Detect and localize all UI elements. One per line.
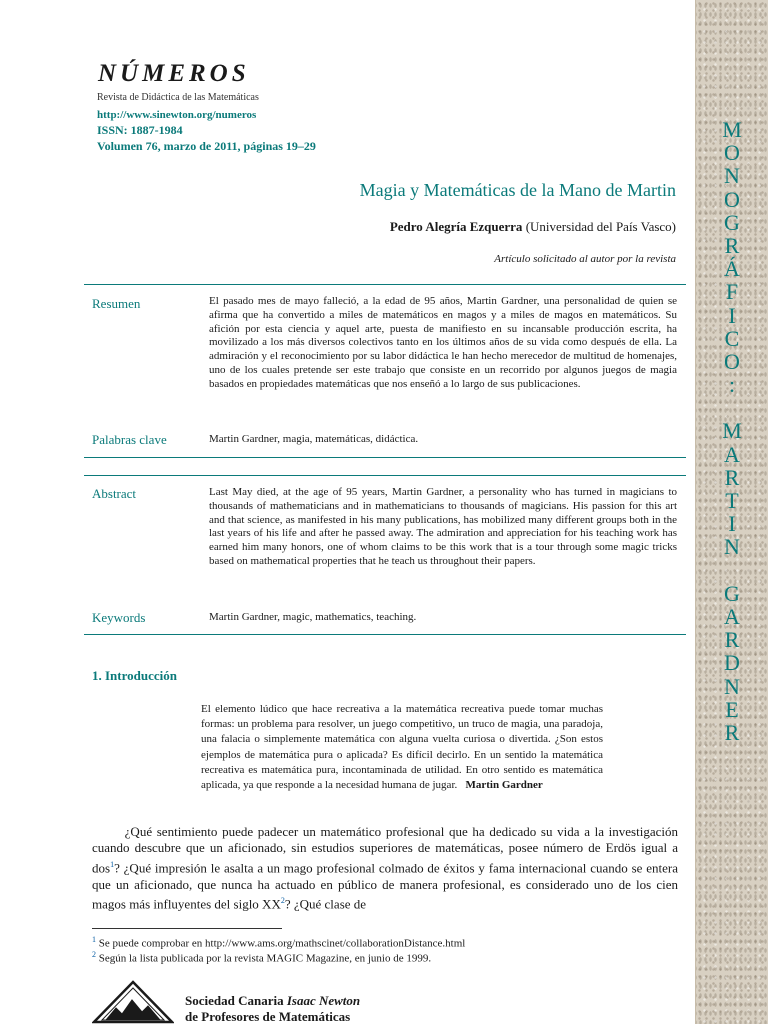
footnote-ref[interactable]: 2 [280, 895, 285, 905]
society-subtitle: de Profesores de Matemáticas [185, 1009, 351, 1024]
footnote-text: Se puede comprobar en http://www.ams.org/mathscinet/collaborationDistance.html [98, 937, 466, 950]
epigraph-text: El elemento lúdico que hace recreativa a la matemática recreativa puede tomar muchas formas: un problema para resolver, un juego competitivo, un truco de magia, una paradoja, una falacia o simplemente matemática con alguna vuelta curiosa o divertida. ¿Son estos ejemplos de matemática pura o aplicada? Es difícil decirlo. En un sentido la matemática recreativa es matemática pura, incontaminada de utilidad. En otro sentido es matemática aplicada, ya que responde a la necesidad humana de jugar. [201, 703, 603, 792]
divider [84, 457, 686, 458]
divider [84, 284, 686, 285]
side-banner-letter: I [728, 302, 736, 328]
side-banner-letter: N [724, 163, 740, 189]
side-banner-letter: R [724, 627, 740, 653]
side-banner-text [696, 118, 768, 744]
footnote [92, 935, 465, 950]
solicited-note: Artículo solicitado al autor por la revista [494, 253, 676, 265]
body-text: ? ¿Qué impresión le asalta a un mago profesional colmado de éxitos y fama internacional cuando se entera que un aficionado, que nunca ha actuado en público de manera profesional, es considerado uno de los cien magos más influyentes del siglo XX [92, 860, 678, 912]
side-banner-letter: F [725, 279, 739, 305]
side-banner-letter: O [724, 140, 740, 166]
society-name-italic: Isaac Newton [286, 993, 361, 1008]
author-line [390, 219, 676, 235]
footnote-divider [92, 928, 282, 929]
side-banner-letter: I [728, 511, 736, 537]
side-banner-letter: R [724, 464, 740, 490]
footnote-text: Según la lista publicada por la revista MAGIC Magazine, en junio de 1999. [98, 952, 432, 965]
journal-subtitle: Revista de Didáctica de las Matemáticas [97, 92, 259, 103]
keywords-label: Keywords [92, 610, 146, 625]
divider [84, 634, 686, 635]
abstract-label: Abstract [92, 486, 137, 501]
side-banner-letter: N [724, 534, 740, 560]
keywords-text: Martin Gardner, magic, mathematics, teaching. [209, 611, 417, 623]
side-banner-letter: T [725, 488, 739, 513]
side-banner-letter: O [724, 348, 740, 374]
body-text: ¿Qué sentimiento puede padecer un matemático profesional que ha dedicado su vida a la investigación cuando descubre que un aficionado, sin estudios superiores de matemáticas, posee número de Erdös igual a dos [92, 824, 678, 876]
side-banner-letter: Á [724, 256, 740, 282]
side-banner-letter: A [724, 603, 740, 629]
society-name-part: Sociedad Canaria [185, 993, 287, 1008]
side-banner-letter: M [722, 117, 742, 142]
journal-name: NÚMEROS [98, 60, 250, 87]
epigraph-author: Martin Gardner [465, 779, 543, 792]
palabras-text: Martin Gardner, magia, matemáticas, didáctica. [209, 433, 419, 445]
abstract-text: Last May died, at the age of 95 years, Martin Gardner, a personality who has turned in magicians to thousands of mathematicians and in mathematicians to thousands of magicians. His passion for this art and that science, as manifested in his many publications, has mobilized many different groups both in the last years of his life and after he passed away. The admiration and appreciation for his teaching work has earned him many honors, one of whom claims to be this work that is a tour through some magic tricks based on mathematical properties that he teach us throughout their papers. [209, 486, 677, 567]
footnote-number: 1 [92, 935, 96, 944]
footnote [92, 950, 431, 965]
author-affiliation: (Universidad del País Vasco) [525, 219, 676, 234]
resumen-label: Resumen [92, 296, 141, 311]
side-banner-letter: A [724, 441, 740, 467]
palabras-label: Palabras clave [92, 432, 167, 447]
side-banner-letter [729, 396, 735, 419]
side-banner-letter: M [722, 418, 742, 444]
body-text: ? ¿Qué clase de [284, 896, 367, 912]
divider [84, 475, 686, 476]
side-banner [695, 0, 768, 1024]
journal-url[interactable]: http://www.sinewton.org/numeros [97, 109, 257, 121]
side-banner-letter: E [725, 696, 739, 722]
resumen-text: El pasado mes de mayo falleció, a la edad de 95 años, Martin Gardner, una personalidad de quien se afirma que ha convertido a miles de matemáticos en magos y a miles de magos en matemáticos. Su afición por esta ciencia y aquel arte, puesta de manifiesto en su incansable producción escrita, ha movilizado a los más diversos colectivos tanto en los últimos años de su vida como después de ella. La admiración y el reconocimiento por su labor didáctica le han hecho merecedor de multitud de homenajes, uno de los cuales pretende ser este trabajo que consiste en un recorrido por algunos juegos de magia basados en propiedades matemáticas que nos enseñó a lo largo de sus publicaciones. [209, 295, 677, 390]
volume-info: Volumen 76, marzo de 2011, páginas 19–29 [97, 139, 316, 153]
side-banner-letter: C [724, 325, 740, 351]
side-banner-letter: G [724, 209, 740, 235]
paper-title: Magia y Matemáticas de la Mano de Martin [359, 180, 676, 200]
side-banner-letter: G [724, 580, 740, 606]
society-logo [92, 980, 174, 1024]
side-banner-letter: R [724, 719, 740, 745]
side-banner-letter [729, 559, 735, 582]
side-banner-letter: : [728, 372, 736, 398]
section-heading: 1. Introducción [92, 668, 177, 683]
society-name [185, 993, 360, 1009]
side-banner-letter: R [724, 232, 740, 258]
footnote-ref[interactable]: 1 [110, 859, 115, 869]
side-banner-letter: N [724, 673, 740, 699]
side-banner-letter: D [724, 650, 740, 676]
footnote-number: 2 [92, 950, 96, 959]
side-banner-letter: O [724, 186, 740, 212]
author-name: Pedro Alegría Ezquerra [389, 219, 523, 234]
body-paragraph [92, 824, 678, 913]
epigraph [201, 702, 603, 793]
issn: ISSN: 1887-1984 [97, 123, 183, 137]
